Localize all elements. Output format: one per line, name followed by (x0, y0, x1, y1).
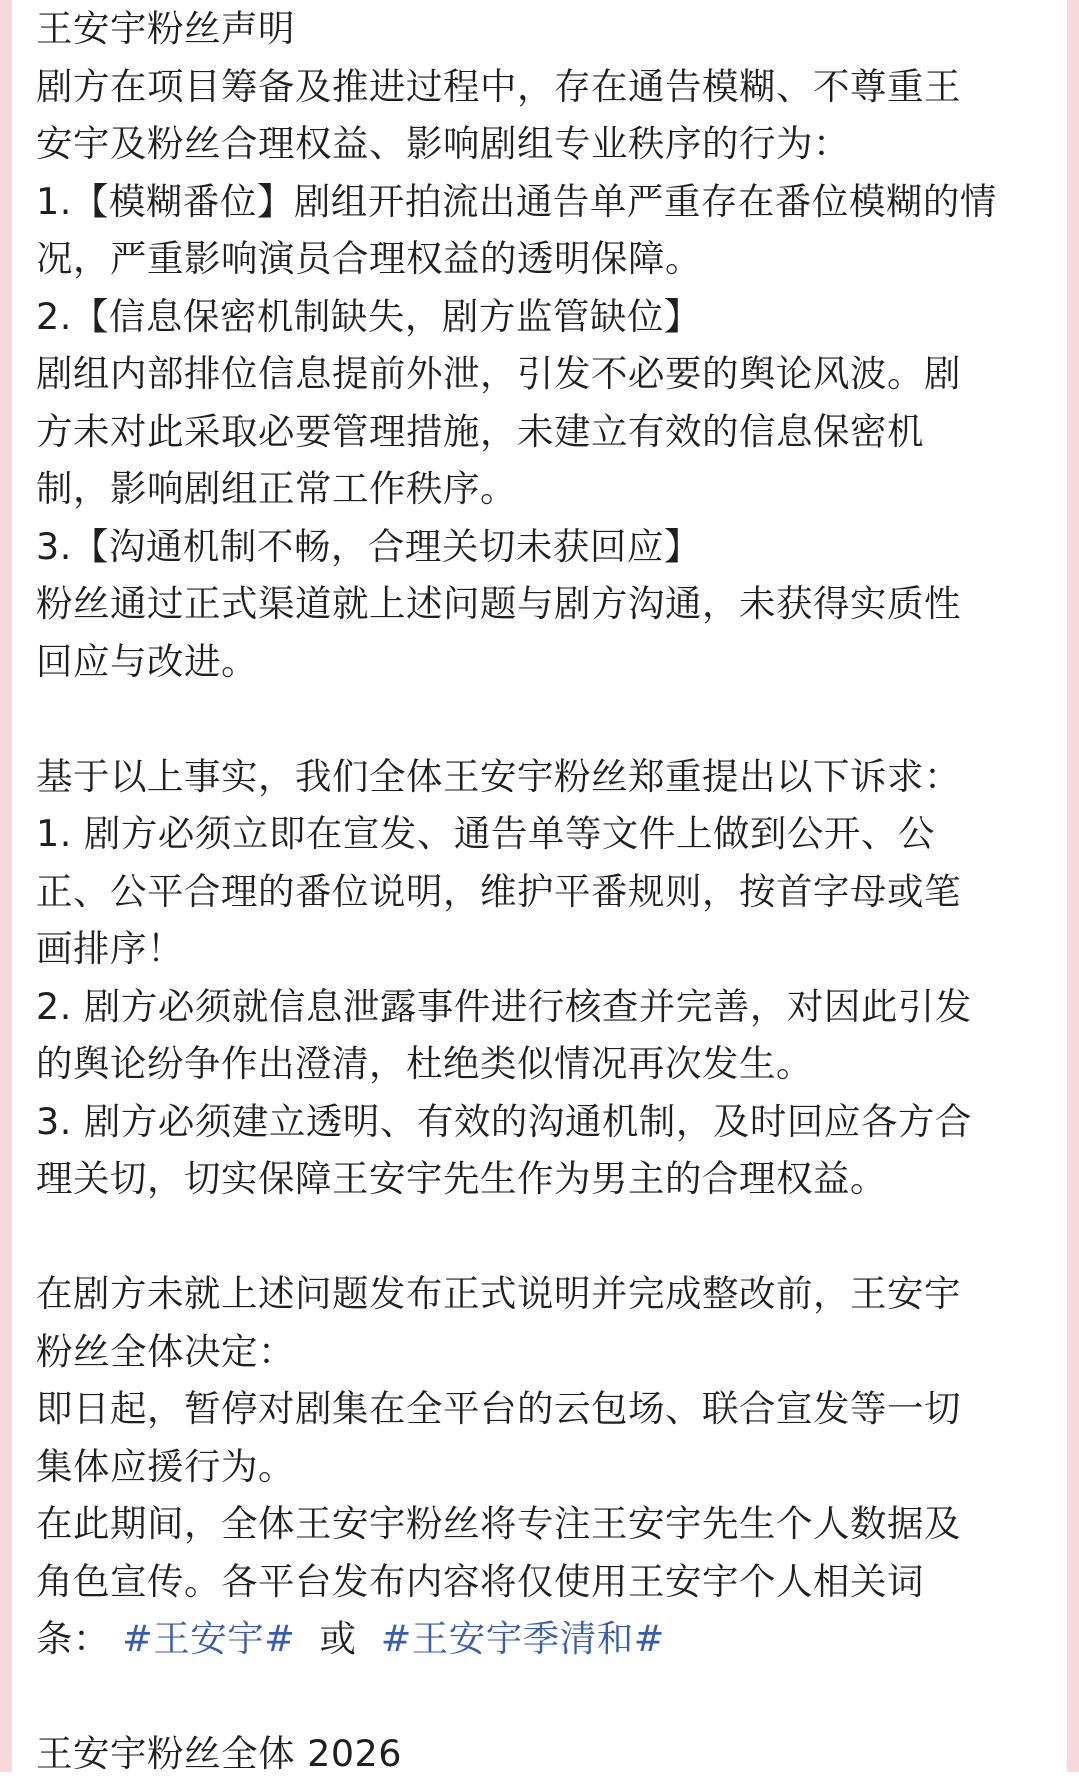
blank-line (36, 1668, 1046, 1726)
text-line: 1.【模糊番位】剧组开拍流出通告单严重存在番位模糊的情 (36, 179, 997, 223)
text-line: 1. 剧方必须立即在宣发、通告单等文件上做到公开、公 (36, 812, 935, 855)
text-line: 粉丝通过正式渠道就上述问题与剧方沟通，未获得实质性 (36, 582, 961, 625)
text-line: 集体应援行为。 (36, 1444, 295, 1488)
text-line: 安宇及粉丝合理权益、影响剧组专业秩序的行为： (36, 122, 850, 165)
section-heading: 3.【沟通机制不畅，合理关切未获回应】 (36, 524, 701, 568)
hashtag-connector: 或 (307, 1617, 369, 1660)
text-line: 剧组内部排位信息提前外泄，引发不必要的舆论风波。剧 (36, 352, 961, 395)
text-line: 正、公平合理的番位说明，维护平番规则，按首字母或笔 (36, 869, 961, 913)
text-line: 制，影响剧组正常工作秩序。 (36, 467, 517, 510)
text-line: 角色宣传。各平台发布内容将仅使用王安宇个人相关词 (36, 1559, 924, 1603)
text-line: 况，严重影响演员合理权益的透明保障。 (36, 237, 702, 280)
hashtag-link[interactable]: #王安宇季清和# (380, 1617, 665, 1660)
watermark-overlay (410, 1740, 640, 1780)
text-line: 回应与改进。 (36, 639, 258, 683)
text-line: 2. 剧方必须就信息泄露事件进行核查并完善，对因此引发 (36, 984, 972, 1028)
text-line: 方未对此采取必要管理措施，未建立有效的信息保密机 (36, 409, 924, 453)
signature-line: 王安宇粉丝全体 2026 (36, 1732, 402, 1775)
blank-line (36, 690, 1046, 748)
statement-body (36, 0, 1046, 1783)
text-line: 粉丝全体决定： (36, 1329, 295, 1373)
statement-title: 王安宇粉丝声明 (36, 7, 295, 50)
text-line: 的舆论纷争作出澄清，杜绝类似情况再次发生。 (36, 1042, 813, 1085)
text-line: 3. 剧方必须建立透明、有效的沟通机制，及时回应各方合 (36, 1099, 972, 1143)
text-line: 在此期间，全体王安宇粉丝将专注王安宇先生个人数据及 (36, 1502, 961, 1545)
hashtag-prefix: 条： (36, 1617, 110, 1660)
section-heading: 2.【信息保密机制缺失，剧方监管缺位】 (36, 294, 701, 338)
text-line: 画排序！ (36, 927, 184, 970)
hashtag-link[interactable]: #王安宇# (122, 1617, 296, 1660)
hashtag-line (36, 1610, 1046, 1668)
text-line: 剧方在项目筹备及推进过程中，存在通告模糊、不尊重王 (36, 64, 961, 108)
text-line: 即日起，暂停对剧集在全平台的云包场、联合宣发等一切 (36, 1387, 961, 1430)
text-line: 理关切，切实保障王安宇先生作为男主的合理权益。 (36, 1157, 887, 1200)
blank-line (36, 1208, 1046, 1266)
text-line: 在剧方未就上述问题发布正式说明并完成整改前，王安宇 (36, 1272, 961, 1315)
text-line: 基于以上事实，我们全体王安宇粉丝郑重提出以下诉求： (36, 754, 961, 798)
